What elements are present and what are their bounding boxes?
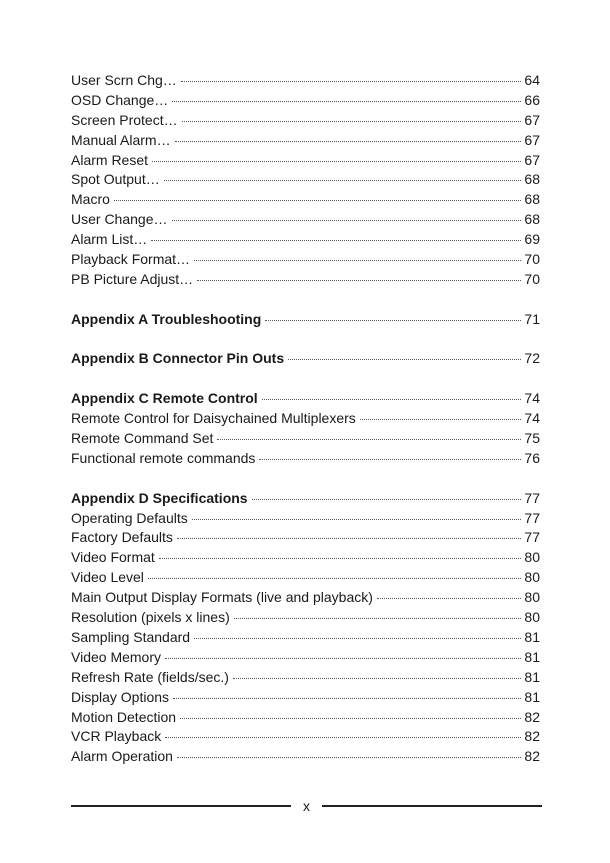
toc-entry-page: 68	[524, 191, 540, 208]
toc-section-page: 74	[524, 390, 540, 407]
toc-entry-page: 68	[524, 171, 540, 188]
dot-leader	[288, 359, 521, 360]
section-spacer	[71, 469, 540, 489]
toc-entry[interactable]	[71, 568, 540, 588]
toc-entry-page: 80	[524, 609, 540, 626]
toc-entry[interactable]	[71, 210, 540, 230]
toc-section-title: Appendix D Specifications	[71, 489, 248, 506]
toc-entry-title: User Change…	[71, 211, 168, 228]
dot-leader	[252, 499, 522, 500]
section-spacer	[71, 290, 540, 310]
dot-leader	[164, 180, 522, 181]
toc-entry-page: 80	[524, 589, 540, 606]
toc-entry[interactable]	[71, 131, 540, 151]
dot-leader	[194, 260, 521, 261]
toc-entry-title: Refresh Rate (fields/sec.)	[71, 668, 229, 685]
table-of-contents	[71, 71, 540, 767]
dot-leader	[182, 121, 522, 122]
dot-leader	[181, 81, 522, 82]
footer-rule-left	[71, 805, 291, 807]
toc-entry[interactable]	[71, 608, 540, 628]
toc-entry-page: 76	[524, 449, 540, 466]
toc-entry[interactable]	[71, 648, 540, 668]
toc-entry-page: 80	[524, 549, 540, 566]
toc-section-title: Appendix C Remote Control	[71, 390, 258, 407]
dot-leader	[159, 558, 522, 559]
toc-entry-title: Remote Command Set	[71, 430, 214, 447]
toc-entry-title: Functional remote commands	[71, 449, 256, 466]
toc-entry-page: 69	[524, 231, 540, 248]
toc-entry-page: 70	[524, 251, 540, 268]
toc-entry-title: Video Memory	[71, 648, 162, 665]
page-footer	[71, 796, 542, 816]
toc-entry-page: 66	[524, 91, 540, 108]
dot-leader	[360, 419, 522, 420]
toc-entry-title: User Scrn Chg…	[71, 72, 177, 88]
toc-entry[interactable]	[71, 747, 540, 767]
toc-entry[interactable]	[71, 708, 540, 728]
dot-leader	[114, 200, 522, 201]
toc-entry[interactable]	[71, 528, 540, 548]
dot-leader	[192, 519, 522, 520]
toc-entry-title: Display Options	[71, 688, 170, 705]
toc-section-page: 77	[524, 489, 540, 506]
toc-entry-page: 81	[524, 668, 540, 685]
toc-entry-page: 67	[524, 111, 540, 128]
toc-entry-title: Sampling Standard	[71, 628, 191, 645]
toc-entry-page: 81	[524, 628, 540, 645]
dot-leader	[262, 399, 522, 400]
toc-entry-title: Spot Output…	[71, 171, 160, 188]
toc-entry[interactable]	[71, 727, 540, 747]
toc-entry[interactable]	[71, 688, 540, 708]
toc-section-appendix-c[interactable]	[71, 389, 540, 409]
dot-leader	[172, 101, 521, 102]
dot-leader	[151, 240, 521, 241]
dot-leader	[180, 718, 521, 719]
toc-entry-page: 82	[524, 748, 540, 765]
dot-leader	[172, 220, 522, 221]
toc-entry-page: 68	[524, 211, 540, 228]
dot-leader	[233, 678, 521, 679]
toc-entry[interactable]	[71, 71, 540, 91]
toc-entry-page: 70	[524, 270, 540, 287]
toc-section-appendix-a[interactable]	[71, 310, 540, 330]
toc-entry-page: 75	[524, 430, 540, 447]
toc-entry[interactable]	[71, 668, 540, 688]
dot-leader	[152, 161, 521, 162]
toc-entry-page: 74	[524, 410, 540, 427]
toc-entry[interactable]	[71, 548, 540, 568]
toc-entry-title: Alarm Reset	[71, 151, 149, 168]
toc-entry[interactable]	[71, 588, 540, 608]
dot-leader	[177, 757, 521, 758]
toc-entry[interactable]	[71, 250, 540, 270]
dot-leader	[165, 658, 521, 659]
toc-entry-title: Manual Alarm…	[71, 131, 171, 148]
dot-leader	[165, 737, 521, 738]
dot-leader	[377, 598, 522, 599]
toc-entry-title: Operating Defaults	[71, 509, 188, 526]
toc-entry-page: 77	[524, 509, 540, 526]
toc-entry-title: VCR Playback	[71, 728, 162, 745]
toc-entry-title: Resolution (pixels x lines)	[71, 609, 230, 626]
dot-leader	[175, 141, 522, 142]
toc-entry[interactable]	[71, 429, 540, 449]
toc-entry[interactable]	[71, 509, 540, 529]
dot-leader	[148, 578, 522, 579]
section-spacer	[71, 369, 540, 389]
toc-entry-title: Playback Format…	[71, 251, 191, 268]
toc-entry-page: 80	[524, 569, 540, 586]
toc-entry[interactable]	[71, 111, 540, 131]
toc-section-appendix-d[interactable]	[71, 489, 540, 509]
dot-leader	[259, 459, 521, 460]
toc-entry-title: Video Level	[71, 569, 144, 586]
footer-rule-right	[322, 805, 542, 807]
toc-section-title: Appendix A Troubleshooting	[71, 310, 262, 327]
dot-leader	[217, 439, 521, 440]
toc-entry-title: Alarm List…	[71, 231, 148, 248]
toc-entry[interactable]	[71, 190, 540, 210]
toc-entry-page: 77	[524, 529, 540, 546]
toc-entry-page: 81	[524, 648, 540, 665]
dot-leader	[234, 618, 522, 619]
toc-entry-title: Main Output Display Formats (live and playback)	[71, 589, 373, 606]
toc-entry[interactable]	[71, 409, 540, 429]
toc-entry[interactable]	[71, 270, 540, 290]
toc-entry-title: OSD Change…	[71, 91, 169, 108]
toc-section-title: Appendix B Connector Pin Outs	[71, 350, 285, 367]
toc-entry-title: Motion Detection	[71, 708, 177, 725]
toc-entry-page: 82	[524, 728, 540, 745]
toc-entry-page: 82	[524, 708, 540, 725]
toc-entry-title: Alarm Operation	[71, 748, 173, 765]
toc-entry-page: 64	[524, 72, 540, 88]
toc-entry-title: Remote Control for Daisychained Multiplexers	[71, 410, 356, 427]
toc-entry-page: 81	[524, 688, 540, 705]
dot-leader	[197, 280, 521, 281]
toc-section-appendix-b[interactable]	[71, 349, 540, 369]
toc-entry-title: Video Format	[71, 549, 155, 566]
toc-entry-title: Screen Protect…	[71, 111, 178, 128]
toc-entry[interactable]	[71, 449, 540, 469]
toc-entry-title: PB Picture Adjust…	[71, 270, 194, 287]
toc-section-page: 72	[524, 350, 540, 367]
section-spacer	[71, 330, 540, 350]
toc-entry[interactable]	[71, 91, 540, 111]
dot-leader	[173, 698, 521, 699]
toc-entry-title: Macro	[71, 191, 110, 208]
dot-leader	[194, 638, 521, 639]
toc-entry[interactable]	[71, 170, 540, 190]
toc-entry-page: 67	[524, 131, 540, 148]
toc-entry-page: 67	[524, 151, 540, 168]
toc-entry-title: Factory Defaults	[71, 529, 173, 546]
dot-leader	[265, 320, 521, 321]
toc-entry[interactable]	[71, 230, 540, 250]
dot-leader	[177, 538, 521, 539]
toc-section-page: 71	[524, 310, 540, 327]
toc-entry[interactable]	[71, 151, 540, 171]
toc-entry[interactable]	[71, 628, 540, 648]
page-number: x	[303, 798, 310, 814]
